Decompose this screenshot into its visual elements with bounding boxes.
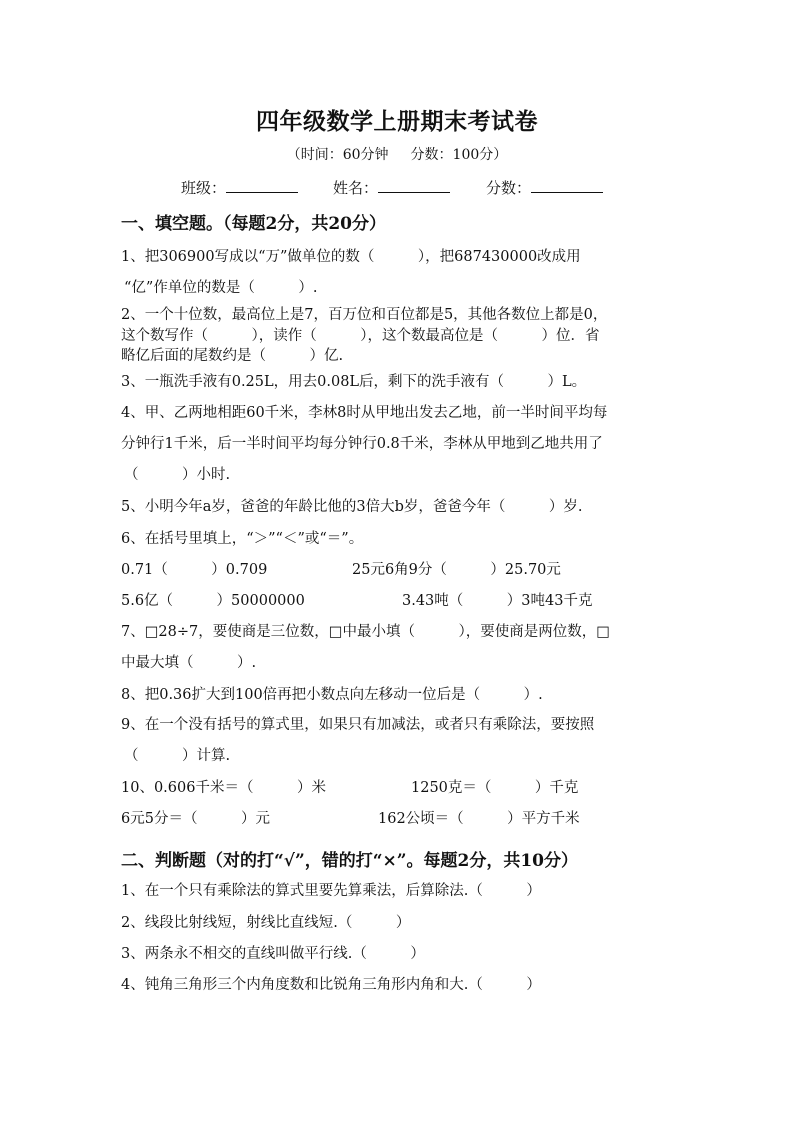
exam-subtitle [0, 144, 794, 164]
section2-heading: 二、判断题（对的打“√”，错的打“×”。每题2分，共10分） [121, 851, 579, 871]
class-field [181, 177, 298, 198]
question-line: 9、在一个没有括号的算式里，如果只有加减法，或者只有乘除法，要按照 [121, 717, 595, 733]
judge-line: 2、线段比射线短，射线比直线短.（ ） [121, 915, 411, 931]
class-blank[interactable] [226, 178, 298, 193]
compare-item: 5.6亿（ ）50000000 [121, 593, 305, 609]
question-line: 中最大填（ ）. [121, 655, 257, 671]
score-field [486, 177, 603, 198]
question-line: 5、小明今年a岁，爸爸的年龄比他的3倍大b岁，爸爸今年（ ）岁. [121, 499, 583, 515]
question-line: 4、甲、乙两地相距60千米，李林8时从甲地出发去乙地，前一半时间平均每 [121, 405, 608, 421]
convert-item: 6元5分＝（ ）元 [121, 811, 270, 827]
score-info: 分数：100分） [410, 147, 508, 163]
question-line: “亿”作单位的数是（ ）. [124, 280, 318, 296]
score-blank[interactable] [531, 178, 603, 193]
name-blank[interactable] [378, 178, 450, 193]
question-line: 2、一个十位数，最高位上是7，百万位和百位都是5，其他各数位上都是0， [121, 307, 608, 323]
question-line: （ ）计算. [124, 748, 231, 764]
judge-line: 4、钝角三角形三个内角度数和比锐角三角形内角和大.（ ） [121, 977, 541, 993]
question-line: 3、一瓶洗手液有0.25L，用去0.08L后，剩下的洗手液有（ ）L。 [121, 374, 587, 390]
section1-heading: 一、填空题。（每题2分，共20分） [121, 214, 386, 234]
question-line: 略亿后面的尾数约是（ ）亿. [121, 348, 344, 364]
question-line: 6、在括号里填上，“＞”“＜”或“＝”。 [121, 531, 364, 547]
question-line: 这个数写作（ ），读作（ ），这个数最高位是（ ）位．省 [121, 328, 600, 344]
compare-item: 0.71（ ）0.709 [121, 562, 268, 578]
convert-item: 1250克＝（ ）千克 [411, 780, 579, 796]
question-line: 分钟行1千米，后一半时间平均每分钟行0.8千米，李林从甲地到乙地共用了 [121, 436, 603, 452]
question-line: 1、把306900写成以“万”做单位的数（ ），把687430000改成用 [121, 249, 581, 265]
question-line: （ ）小时. [124, 467, 231, 483]
page-title: 四年级数学上册期末考试卷 [256, 108, 538, 135]
compare-item: 3.43吨（ ）3吨43千克 [402, 593, 593, 609]
name-label: 姓名： [333, 179, 379, 197]
score-label: 分数： [486, 179, 532, 197]
question-line: 8、把0.36扩大到100倍再把小数点向左移动一位后是（ ）. [121, 687, 543, 703]
question-line: 7、□28÷7，要使商是三位数，□中最小填（ ），要使商是两位数，□ [121, 624, 610, 640]
convert-item: 10、0.606千米＝（ ）米 [121, 780, 326, 796]
class-label: 班级： [181, 179, 227, 197]
time-info: （时间：60分钟 [286, 147, 389, 163]
convert-item: 162公顷＝（ ）平方千米 [378, 811, 580, 827]
judge-line: 1、在一个只有乘除法的算式里要先算乘法，后算除法.（ ） [121, 883, 541, 899]
judge-line: 3、两条永不相交的直线叫做平行线.（ ） [121, 946, 425, 962]
compare-item: 25元6角9分（ ）25.70元 [352, 562, 561, 578]
name-field [333, 177, 450, 198]
